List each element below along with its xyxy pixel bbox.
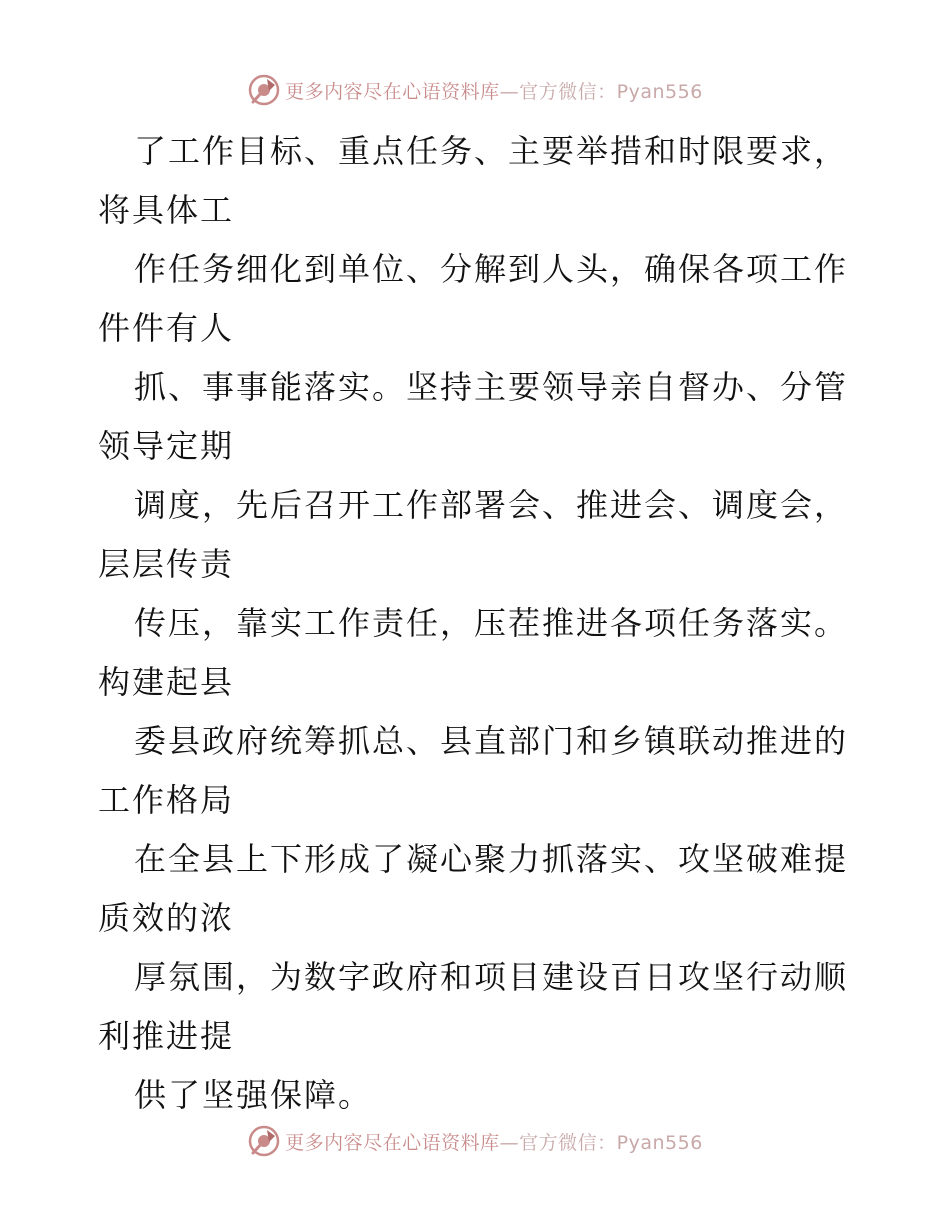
paragraph-line: 委县政府统筹抓总、县直部门和乡镇联动推进的 [134,722,849,760]
pen-logo-icon [247,73,281,107]
header-watermark [0,70,950,110]
paragraph-line: 领导定期 [98,427,235,465]
paragraph-line: 调度，先后召开工作部署会、推进会、调度会， [134,486,849,524]
paragraph-line: 工作格局 [98,781,235,819]
paragraph-line: 质效的浓 [98,899,235,937]
paragraph-line: 了工作目标、重点任务、主要举措和时限要求， [134,132,849,170]
paragraph-line: 传压，靠实工作责任，压茬推进各项任务落实。 [134,604,849,642]
watermark-text: 更多内容尽在心语资料库—官方微信：Pyan556 [285,80,703,103]
paragraph-line: 在全县上下形成了凝心聚力抓落实、攻坚破难提 [134,840,849,878]
paragraph-line: 厚氛围，为数字政府和项目建设百日攻坚行动顺 [134,958,849,996]
paragraph-line: 将具体工 [98,191,235,229]
paragraph-line: 作任务细化到单位、分解到人头，确保各项工作 [134,250,849,288]
paragraph-line: 抓、事事能落实。坚持主要领导亲自督办、分管 [134,368,849,406]
paragraph-line: 利推进提 [98,1017,235,1055]
watermark-text: 更多内容尽在心语资料库—官方微信：Pyan556 [285,1131,703,1154]
paragraph-line: 构建起县 [98,663,235,701]
paragraph-line: 层层传责 [98,545,235,583]
document-body [98,122,858,1125]
pen-logo-icon [247,1124,281,1158]
paragraph-line: 供了坚强保障。 [134,1076,373,1114]
footer-watermark [0,1121,950,1161]
paragraph-line: 件件有人 [98,309,235,347]
